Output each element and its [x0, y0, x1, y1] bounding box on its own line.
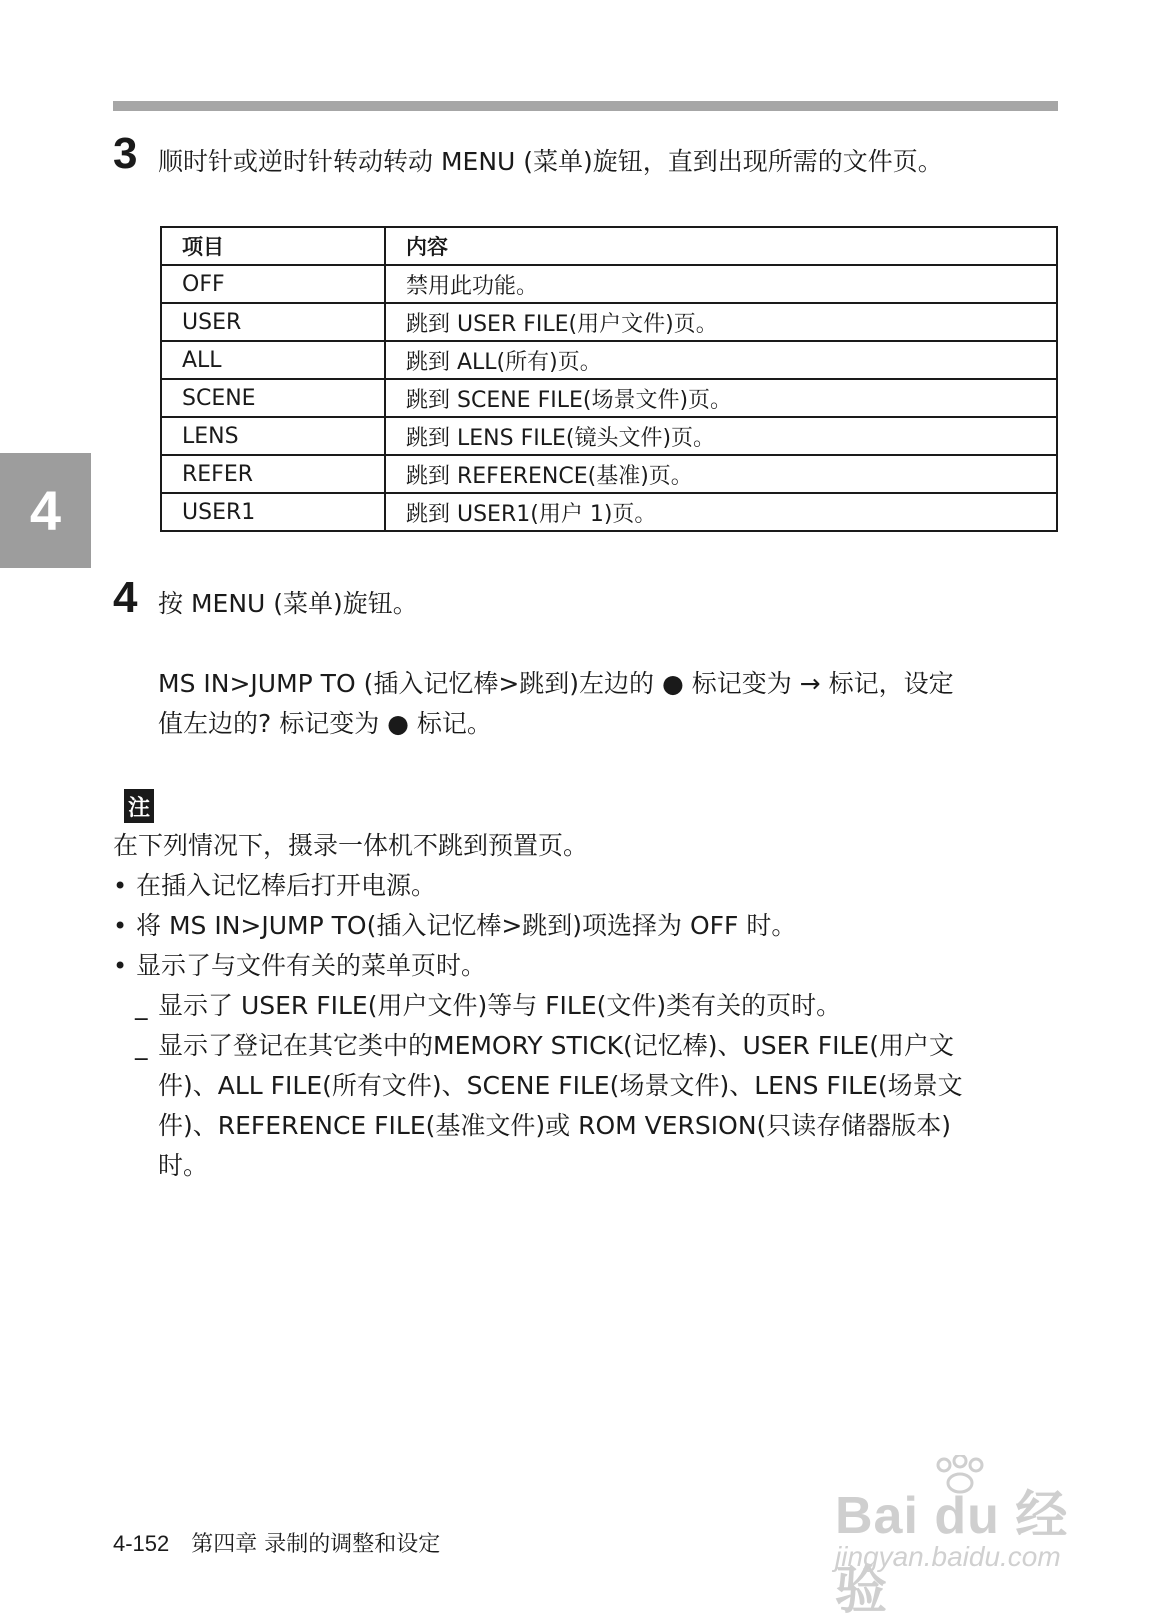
table-row — [161, 417, 1057, 455]
row-content: 跳到 REFERENCE(基准)页。 — [385, 455, 1057, 493]
bullet-icon: • — [113, 912, 128, 940]
table-header-row — [161, 227, 1057, 265]
baidu-watermark — [835, 1455, 1105, 1620]
top-rule — [113, 101, 1058, 111]
watermark-brand: Bai du 经验 — [835, 1487, 1069, 1620]
bullet-icon: • — [113, 952, 128, 980]
watermark-url: jingyan.baidu.com — [835, 1541, 1061, 1572]
note-sub-2-line-4: 时。 — [158, 1151, 209, 1180]
note-bullet-3: 显示了与文件有关的菜单页时。 — [136, 951, 487, 980]
row-item: USER1 — [161, 493, 385, 531]
note-bullet-1: 在插入记忆棒后打开电源。 — [136, 871, 437, 900]
table-row — [161, 341, 1057, 379]
row-content: 跳到 ALL(所有)页。 — [385, 341, 1057, 379]
note-intro: 在下列情况下，摄录一体机不跳到预置页。 — [113, 831, 589, 860]
bullet-icon: • — [113, 872, 128, 900]
row-item: LENS — [161, 417, 385, 455]
note-sub-2-line-2: 件)、ALL FILE(所有文件)、SCENE FILE(场景文件)、LENS FILE(场景文 — [158, 1071, 963, 1100]
note-badge: 注 — [124, 789, 154, 823]
row-item: REFER — [161, 455, 385, 493]
sub-dash-icon: _ — [135, 1031, 148, 1060]
table-row — [161, 493, 1057, 531]
table-row — [161, 303, 1057, 341]
table-row — [161, 379, 1057, 417]
chapter-title: 第四章 录制的调整和设定 — [191, 1532, 441, 1557]
step-4-detail-line-2: 值左边的? 标记变为 ● 标记。 — [158, 709, 492, 738]
step-3-text: 顺时针或逆时针转动转动 MENU (菜单)旋钮，直到出现所需的文件页。 — [158, 147, 943, 176]
step-3-number: 3 — [113, 129, 138, 178]
header-item: 项目 — [161, 227, 385, 265]
table-row — [161, 265, 1057, 303]
row-content: 跳到 USER1(用户 1)页。 — [385, 493, 1057, 531]
row-item: ALL — [161, 341, 385, 379]
chapter-tab: 4 — [0, 453, 91, 568]
row-item: USER — [161, 303, 385, 341]
row-item: OFF — [161, 265, 385, 303]
table-row — [161, 455, 1057, 493]
sub-dash-icon: _ — [135, 991, 148, 1020]
jump-options-table — [160, 226, 1058, 532]
note-sub-1: 显示了 USER FILE(用户文件)等与 FILE(文件)类有关的页时。 — [158, 991, 842, 1020]
row-content: 禁用此功能。 — [385, 265, 1057, 303]
page-number: 4-152 — [113, 1531, 170, 1556]
row-item: SCENE — [161, 379, 385, 417]
note-sub-2-line-1: 显示了登记在其它类中的MEMORY STICK(记忆棒)、USER FILE(用户文 — [158, 1031, 954, 1060]
page-footer — [113, 1530, 440, 1559]
note-sub-2-line-3: 件)、REFERENCE FILE(基准文件)或 ROM VERSION(只读存储器版本) — [158, 1111, 952, 1140]
note-bullet-2: 将 MS IN>JUMP TO(插入记忆棒>跳到)项选择为 OFF 时。 — [136, 911, 797, 940]
step-4-number: 4 — [113, 573, 138, 622]
row-content: 跳到 LENS FILE(镜头文件)页。 — [385, 417, 1057, 455]
row-content: 跳到 SCENE FILE(场景文件)页。 — [385, 379, 1057, 417]
step-4-text: 按 MENU (菜单)旋钮。 — [158, 589, 418, 618]
header-content: 内容 — [385, 227, 1057, 265]
row-content: 跳到 USER FILE(用户文件)页。 — [385, 303, 1057, 341]
step-4-detail-line-1: MS IN>JUMP TO (插入记忆棒>跳到)左边的 ● 标记变为 → 标记，设定 — [158, 669, 954, 698]
